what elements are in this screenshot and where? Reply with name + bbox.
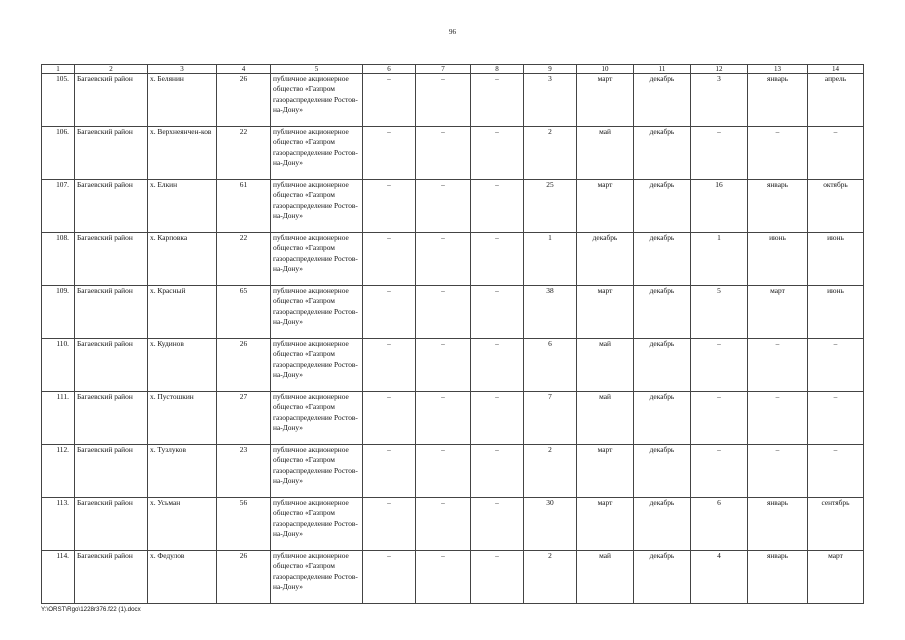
district-cell: Багаевский район — [75, 551, 148, 604]
month-cell: – — [748, 127, 808, 180]
settlement-cell: х. Пустошкин — [148, 392, 217, 445]
settlement-cell: х. Карповка — [148, 233, 217, 286]
table-row — [42, 498, 864, 551]
district-cell: Багаевский район — [75, 74, 148, 127]
row-number: 114. — [42, 551, 75, 604]
column-header: 7 — [416, 65, 471, 74]
month-cell: май — [577, 551, 634, 604]
organization-cell: публичное акционерное общество «Газпром газораспределение Ростов-на-Дону» — [271, 498, 363, 551]
value-cell: 26 — [217, 339, 271, 392]
month-cell: июнь — [808, 286, 864, 339]
column-header: 6 — [363, 65, 416, 74]
month-cell: май — [577, 339, 634, 392]
table-row — [42, 339, 864, 392]
value-cell: – — [471, 339, 524, 392]
value-cell: 1 — [524, 233, 577, 286]
month-cell: декабрь — [634, 445, 691, 498]
row-number: 106. — [42, 127, 75, 180]
month-cell: март — [577, 180, 634, 233]
month-cell: май — [577, 392, 634, 445]
month-cell: декабрь — [634, 339, 691, 392]
value-cell: – — [416, 392, 471, 445]
organization-cell: публичное акционерное общество «Газпром газораспределение Ростов-на-Дону» — [271, 127, 363, 180]
table-row — [42, 74, 864, 127]
organization-cell: публичное акционерное общество «Газпром газораспределение Ростов-на-Дону» — [271, 286, 363, 339]
settlement-cell: х. Федулов — [148, 551, 217, 604]
value-cell: – — [471, 286, 524, 339]
value-cell: 22 — [217, 127, 271, 180]
organization-cell: публичное акционерное общество «Газпром газораспределение Ростов-на-Дону» — [271, 233, 363, 286]
month-cell: декабрь — [634, 180, 691, 233]
value-cell: – — [471, 127, 524, 180]
value-cell: 2 — [524, 127, 577, 180]
table-row — [42, 180, 864, 233]
row-number: 112. — [42, 445, 75, 498]
month-cell: декабрь — [634, 74, 691, 127]
month-cell: декабрь — [634, 127, 691, 180]
settlement-cell: х. Красный — [148, 286, 217, 339]
value-cell: – — [363, 498, 416, 551]
settlement-cell: х. Кудинов — [148, 339, 217, 392]
organization-cell: публичное акционерное общество «Газпром газораспределение Ростов-на-Дону» — [271, 180, 363, 233]
value-cell: 25 — [524, 180, 577, 233]
table-row — [42, 445, 864, 498]
month-cell: – — [808, 339, 864, 392]
column-header: 14 — [808, 65, 864, 74]
month-cell: декабрь — [634, 286, 691, 339]
value-cell: – — [416, 127, 471, 180]
table-row — [42, 286, 864, 339]
value-cell: 7 — [524, 392, 577, 445]
column-header: 2 — [75, 65, 148, 74]
month-cell: январь — [748, 498, 808, 551]
month-cell: январь — [748, 551, 808, 604]
table-row — [42, 127, 864, 180]
value-cell: – — [471, 445, 524, 498]
month-cell: – — [808, 445, 864, 498]
month-cell: декабрь — [634, 498, 691, 551]
row-number: 108. — [42, 233, 75, 286]
value-cell: 38 — [524, 286, 577, 339]
value-cell: – — [691, 445, 748, 498]
footer-file-path: Y:\ORST\Rgo\1228r376.f22 (1).docx — [41, 606, 141, 613]
month-cell: январь — [748, 74, 808, 127]
district-cell: Багаевский район — [75, 180, 148, 233]
district-cell: Багаевский район — [75, 392, 148, 445]
value-cell: – — [363, 180, 416, 233]
value-cell: – — [363, 74, 416, 127]
table-row — [42, 392, 864, 445]
month-cell: июнь — [748, 233, 808, 286]
month-cell: декабрь — [634, 392, 691, 445]
value-cell: – — [363, 392, 416, 445]
month-cell: март — [577, 286, 634, 339]
month-cell: март — [577, 498, 634, 551]
district-cell: Багаевский район — [75, 498, 148, 551]
value-cell: 3 — [524, 74, 577, 127]
value-cell: 26 — [217, 551, 271, 604]
column-header: 11 — [634, 65, 691, 74]
month-cell: март — [808, 551, 864, 604]
value-cell: 26 — [217, 74, 271, 127]
value-cell: – — [363, 233, 416, 286]
value-cell: 23 — [217, 445, 271, 498]
month-cell: – — [808, 127, 864, 180]
month-cell: – — [808, 392, 864, 445]
month-cell: июнь — [808, 233, 864, 286]
district-cell: Багаевский район — [75, 233, 148, 286]
value-cell: 1 — [691, 233, 748, 286]
district-cell: Багаевский район — [75, 127, 148, 180]
value-cell: 61 — [217, 180, 271, 233]
value-cell: – — [416, 286, 471, 339]
district-cell: Багаевский район — [75, 286, 148, 339]
value-cell: – — [691, 392, 748, 445]
value-cell: 6 — [691, 498, 748, 551]
organization-cell: публичное акционерное общество «Газпром газораспределение Ростов-на-Дону» — [271, 445, 363, 498]
column-header: 1 — [42, 65, 75, 74]
month-cell: – — [748, 392, 808, 445]
value-cell: 16 — [691, 180, 748, 233]
value-cell: – — [416, 498, 471, 551]
value-cell: 2 — [524, 551, 577, 604]
column-header: 13 — [748, 65, 808, 74]
value-cell: – — [471, 233, 524, 286]
month-cell: декабрь — [634, 551, 691, 604]
column-header: 3 — [148, 65, 217, 74]
settlement-cell: х. Тузлуков — [148, 445, 217, 498]
column-header: 9 — [524, 65, 577, 74]
page-number: 96 — [449, 28, 456, 36]
row-number: 111. — [42, 392, 75, 445]
organization-cell: публичное акционерное общество «Газпром газораспределение Ростов-на-Дону» — [271, 74, 363, 127]
column-header: 4 — [217, 65, 271, 74]
table-row — [42, 551, 864, 604]
row-number: 113. — [42, 498, 75, 551]
value-cell: – — [416, 233, 471, 286]
value-cell: 56 — [217, 498, 271, 551]
value-cell: – — [691, 127, 748, 180]
value-cell: – — [471, 392, 524, 445]
value-cell: – — [363, 286, 416, 339]
month-cell: сентябрь — [808, 498, 864, 551]
value-cell: 65 — [217, 286, 271, 339]
row-number: 110. — [42, 339, 75, 392]
column-header: 8 — [471, 65, 524, 74]
value-cell: – — [363, 127, 416, 180]
month-cell: март — [577, 74, 634, 127]
value-cell: 4 — [691, 551, 748, 604]
month-cell: декабрь — [577, 233, 634, 286]
value-cell: – — [363, 551, 416, 604]
row-number: 105. — [42, 74, 75, 127]
header-row — [42, 65, 864, 74]
value-cell: 22 — [217, 233, 271, 286]
value-cell: 2 — [524, 445, 577, 498]
value-cell: – — [471, 551, 524, 604]
row-number: 107. — [42, 180, 75, 233]
value-cell: 5 — [691, 286, 748, 339]
value-cell: – — [691, 339, 748, 392]
column-header: 5 — [271, 65, 363, 74]
month-cell: март — [748, 286, 808, 339]
value-cell: – — [471, 74, 524, 127]
value-cell: 6 — [524, 339, 577, 392]
district-cell: Багаевский район — [75, 339, 148, 392]
value-cell: – — [471, 180, 524, 233]
month-cell: март — [577, 445, 634, 498]
settlement-cell: х. Усьман — [148, 498, 217, 551]
value-cell: – — [416, 339, 471, 392]
column-header: 12 — [691, 65, 748, 74]
value-cell: – — [416, 74, 471, 127]
month-cell: январь — [748, 180, 808, 233]
organization-cell: публичное акционерное общество «Газпром газораспределение Ростов-на-Дону» — [271, 339, 363, 392]
value-cell: – — [416, 551, 471, 604]
settlement-cell: х. Елкин — [148, 180, 217, 233]
value-cell: – — [363, 339, 416, 392]
month-cell: – — [748, 445, 808, 498]
month-cell: май — [577, 127, 634, 180]
data-table — [41, 64, 864, 604]
column-header: 10 — [577, 65, 634, 74]
row-number: 109. — [42, 286, 75, 339]
month-cell: октябрь — [808, 180, 864, 233]
month-cell: апрель — [808, 74, 864, 127]
month-cell: – — [748, 339, 808, 392]
value-cell: – — [471, 498, 524, 551]
value-cell: 27 — [217, 392, 271, 445]
value-cell: – — [416, 445, 471, 498]
value-cell: – — [416, 180, 471, 233]
value-cell: – — [363, 445, 416, 498]
table-row — [42, 233, 864, 286]
value-cell: 3 — [691, 74, 748, 127]
value-cell: 30 — [524, 498, 577, 551]
organization-cell: публичное акционерное общество «Газпром газораспределение Ростов-на-Дону» — [271, 551, 363, 604]
district-cell: Багаевский район — [75, 445, 148, 498]
settlement-cell: х. Верхнеянчен-ков — [148, 127, 217, 180]
organization-cell: публичное акционерное общество «Газпром газораспределение Ростов-на-Дону» — [271, 392, 363, 445]
settlement-cell: х. Белянин — [148, 74, 217, 127]
month-cell: декабрь — [634, 233, 691, 286]
